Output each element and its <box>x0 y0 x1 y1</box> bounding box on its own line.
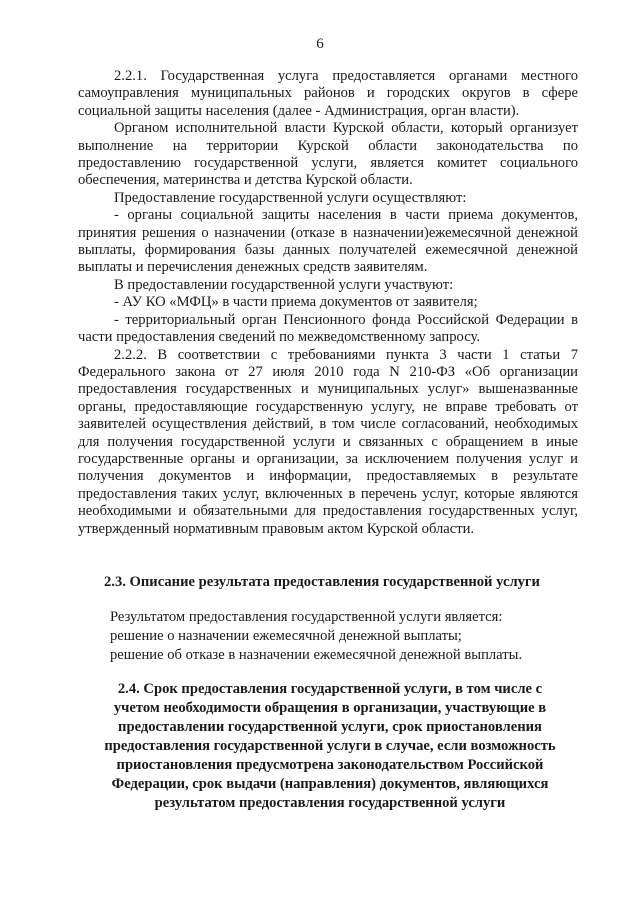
paragraph-pension-fund: - территориальный орган Пенсионного фонда Российской Федерации в части предоставления сведений по межведомственному запросу. <box>78 311 578 346</box>
paragraph-2-2-1: 2.2.1. Государственная услуга предоставляется органами местного самоуправления муниципальных районов и городских округов в сфере социальной защиты населения (далее - Администрация, орган власти). <box>78 68 578 119</box>
result-item-refusal: решение об отказе в назначении ежемесячной денежной выплаты. <box>110 647 523 663</box>
paragraph-executive-authority: Органом исполнительной власти Курской области, который организует выполнение на территории Курской области законодательства по предоставлению государственной услуги, является комитет социального обеспечения, материнства и детства Курской области. <box>78 120 578 189</box>
section-2-3-body <box>110 608 580 665</box>
document-body <box>78 68 578 538</box>
section-2-4-heading-line: предоставления государственной услуги в случае, если возможность <box>104 738 556 754</box>
section-2-3-heading: 2.3. Описание результата предоставления государственной услуги <box>104 574 540 590</box>
section-2-4-heading-line: Федерации, срок выдачи (направления) документов, являющихся <box>111 776 549 792</box>
paragraph-participants-intro: В предоставлении государственной услуги участвуют: <box>114 276 454 293</box>
result-item-approval: решение о назначении ежемесячной денежной выплаты; <box>110 628 462 644</box>
section-2-4-heading <box>78 680 582 813</box>
paragraph-mfc: - АУ КО «МФЦ» в части приема документов от заявителя; <box>114 294 478 311</box>
section-2-4-heading-line: результатом предоставления государственной услуги <box>154 795 506 811</box>
section-2-4-heading-line: предоставлении государственной услуги, срок приостановления <box>118 719 542 735</box>
result-intro: Результатом предоставления государственной услуги является: <box>110 609 503 625</box>
section-2-4-heading-line: 2.4. Срок предоставления государственной услуги, в том числе с <box>117 681 543 697</box>
section-2-4-heading-line: учетом необходимости обращения в организации, участвующие в <box>113 700 547 716</box>
page-number: 6 <box>316 36 324 52</box>
paragraph-social-protection-bodies: - органы социальной защиты населения в части приема документов, принятия решения о назначении (отказе в назначении)ежемесячной денежной выплаты, формирования базы данных получателей ежемесячной денежной выплаты и перечисления денежных средств заявителям. <box>78 207 578 276</box>
section-2-4-heading-line: приостановления предусмотрена законодательством Российской <box>116 757 544 773</box>
paragraph-2-2-2: 2.2.2. В соответствии с требованиями пункта 3 части 1 статьи 7 Федерального закона от 27 июля 2010 года N 210-ФЗ «Об организации предоставления государственных и муниципальных услуг» вышеназванные органы, предоставляющие государственную услугу, не вправе требовать от заявителей осуществления действий, в том числе согласований, необходимых для получения государственной услуги и связанных с обращением в иные государственные органы и организации, за исключением получения услуг и получения документов и информации, предоставляемых в результате предоставления таких услуг, включенных в перечень услуг, которые являются необходимыми и обязательными для предоставления государственных услуг, утвержденный нормативным правовым актом Курской области. <box>78 346 578 537</box>
paragraph-providers-intro: Предоставление государственной услуги осуществляют: <box>114 189 467 206</box>
